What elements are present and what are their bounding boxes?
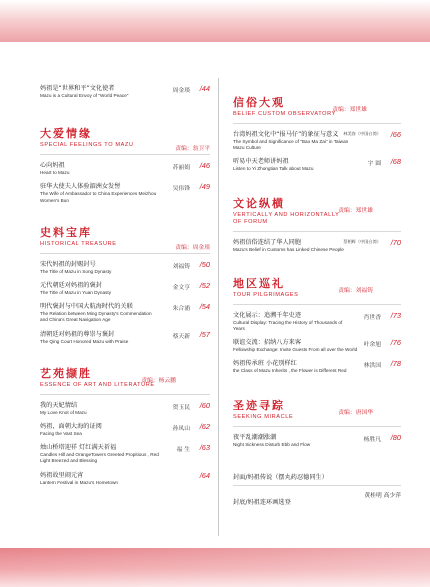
entry-author: 肖世香: [363, 314, 381, 321]
entry-title-en: The Symbol and Significance of "Bao Ma Zai" in Taiwan Mazu Culture: [233, 139, 349, 151]
section-rule: [233, 123, 401, 124]
entry-title-cn: 联谊交流：招纳八方来客: [233, 339, 302, 347]
entry-title-cn: 清朝廷对妈祖的尊崇与褒封: [40, 330, 115, 338]
entry-page-number: /54: [199, 302, 210, 312]
entry-title-cn: 烛山桥塔迎祥 灯红满天祈福: [40, 444, 117, 452]
section-special-feelings: [40, 127, 210, 204]
entry-author: 朱合浦: [172, 306, 190, 313]
entry-page-number: /64: [199, 470, 210, 480]
entry-author: 福 生: [176, 447, 190, 454]
entry-title-cn: 明代褒封与中国大航海时代的关联: [40, 303, 133, 311]
entry-page-number: /44: [199, 84, 210, 93]
entry-title-en: Cultural Display: Tracing the History of Thousands of Years: [233, 319, 343, 332]
entry-title-en: Listen to Yi Zhongtian Talk about Mazu: [233, 166, 314, 172]
entry-title-cn: 宋代妈祖的封赐封号: [40, 260, 96, 268]
entry-author: 金文亨: [172, 285, 190, 292]
toc-entry[interactable]: [233, 158, 401, 172]
entry-title-en: Facing the Vast Sea: [40, 431, 82, 437]
toc-entry[interactable]: [40, 85, 210, 99]
toc-entry[interactable]: [233, 434, 401, 448]
entry-title-cn: 妈祖信俗连结了华人同胞: [233, 238, 302, 246]
entry-title-en: Fellowship Exchange: Invite Guests From all over the World: [233, 347, 358, 353]
toc-entry[interactable]: [40, 162, 210, 176]
toc-entry[interactable]: [40, 423, 210, 437]
toc-entry[interactable]: [40, 472, 210, 486]
section-rule: [233, 304, 401, 305]
section-editor: 责编：杨云鹏: [141, 377, 176, 384]
entry-page-number: /78: [390, 359, 401, 369]
entry-page-number: /73: [390, 310, 401, 320]
entry-author: 孙凤山: [172, 426, 190, 433]
entry-author: 吴伟锋: [172, 186, 190, 193]
entry-title-cn: 心向妈祖: [40, 162, 65, 170]
entry-page-number: /57: [199, 329, 210, 339]
entry-author: 杨胜凡: [363, 436, 381, 443]
entry-page-number: /50: [199, 259, 210, 269]
entry-title-en: Night Sickness Disturb Ebb and Flow: [233, 441, 311, 447]
toc-entry[interactable]: [40, 402, 210, 416]
right-column: [233, 96, 401, 508]
section-title: 信俗大观: [233, 96, 285, 109]
toc-entry[interactable]: [233, 131, 401, 151]
section-belief-custom: [233, 96, 401, 173]
section-subtitle: ESSENCE OF ART AND LITERATURE: [40, 381, 155, 388]
section-subtitle: SEEKING MIRACLE: [233, 413, 294, 420]
entry-page-number: /62: [199, 422, 210, 432]
top-decorative-band: [0, 0, 430, 42]
entry-page-number: /49: [199, 182, 210, 192]
toc-entry[interactable]: [40, 261, 210, 275]
entry-author: 蔡天新: [172, 333, 190, 340]
entry-title-en: The Qing Court Honored Mazu with Praise: [40, 338, 129, 344]
entry-author: 林美容（中国台湾）: [343, 131, 381, 136]
entry-author: 周金琰: [172, 88, 190, 94]
section-title: 文论纵横: [233, 196, 285, 210]
section-rule: [233, 426, 401, 427]
entry-title-en: The Title of Mazu in Yuan Dynasty: [40, 290, 112, 296]
entry-title-cn: 妈祖传承班 小花别样红: [233, 360, 297, 368]
credit-rule: [233, 485, 401, 486]
entry-title-cn: 文化展示：追溯千年史迹: [233, 311, 302, 319]
entry-title-en: My Love Knot of Mazu: [40, 409, 87, 415]
section-title: 大爱情缘: [40, 127, 92, 141]
section-subtitle: TOUR PILGRIMAGES: [233, 291, 299, 298]
entry-page-number: /46: [199, 161, 210, 171]
section-rule: [40, 253, 210, 254]
toc-entry[interactable]: [40, 282, 210, 296]
entry-title-en: The Wife of Ambassador to China Experiences Meizhou Women's Bun: [40, 191, 157, 203]
entry-author: 刘福铸: [172, 263, 190, 270]
toc-entry[interactable]: [40, 444, 210, 464]
entry-author: 林洪国: [363, 363, 381, 370]
entry-title-cn: 妈祖，面朝大海的证阅: [40, 423, 102, 431]
entry-title-en: Mazu is a Cultural Envoy of "World Peace": [40, 93, 129, 98]
cover-credits: [233, 474, 401, 508]
entry-title-en: Mazu's Belief in Customs has Linked Chinese People: [233, 246, 344, 252]
entry-title-cn: 妈祖故里闹元宵: [40, 471, 84, 479]
section-rule: [40, 394, 210, 395]
column-divider: [218, 78, 219, 536]
entry-title-cn: 妈祖是“世界和平”文化使者: [40, 85, 115, 92]
entry-author: 贺玉民: [172, 404, 190, 411]
entry-page-number: /68: [390, 157, 401, 167]
bottom-decorative-band: [0, 548, 430, 587]
section-rule: [233, 231, 401, 232]
entry-title-cn: 听易中天老师讲妈祖: [233, 158, 289, 166]
toc-entry[interactable]: [233, 360, 401, 374]
entry-title-en: Heart to Mazu: [40, 170, 70, 176]
left-column: [40, 85, 210, 486]
section-editor: 责编：郑世雄: [338, 207, 373, 214]
entry-page-number: /80: [390, 432, 401, 442]
front-cover-credit: 封面/妈祖传说（摆丸药忍德同生）: [233, 473, 328, 481]
entry-page-number: /63: [199, 443, 210, 453]
toc-entry[interactable]: [40, 331, 210, 345]
section-editor: 责编：唐国华: [338, 409, 373, 416]
section-subtitle: SPECIAL FEELINGS TO MAZU: [40, 142, 134, 149]
section-tour-pilgrimages: [233, 277, 401, 375]
toc-entry[interactable]: [40, 183, 210, 203]
entry-title-en: the Class of Mazu Inherits , the Flower is Different Red: [233, 368, 347, 374]
toc-entry[interactable]: [233, 339, 401, 353]
section-editor: 责编：周金琰: [175, 244, 210, 251]
entry-title-en: Lantern Festival in Mazu's Hometown: [40, 479, 119, 485]
entry-title-cn: 我的天妃情结: [40, 401, 78, 409]
entry-title-cn: 元代朝廷对妈祖的褒封: [40, 282, 102, 290]
section-title: 地区巡礼: [233, 276, 285, 290]
section-title: 史料宝库: [40, 225, 92, 239]
section-title: 圣迹寻踪: [233, 398, 285, 412]
section-editor: 责编：刘福铸: [338, 287, 373, 294]
entry-author: 宇 圆: [367, 161, 381, 168]
section-rule: [40, 154, 210, 155]
toc-entry[interactable]: [233, 239, 401, 253]
entry-author: 叶余旭: [363, 342, 381, 349]
entry-author: 蔡相辉（中国台湾）: [343, 238, 381, 244]
section-art-literature: [40, 367, 210, 486]
section-subtitle: VERTICALLY AND HORIZONTALLY OF FORUM: [233, 211, 340, 225]
section-historical-treasure: [40, 226, 210, 345]
entry-page-number: /70: [390, 237, 401, 247]
entry-title-cn: 夜平乱潮潮涨潮: [233, 433, 277, 441]
section-editor: 责编：翁卫平: [175, 146, 210, 153]
toc-entry[interactable]: [40, 303, 210, 323]
entry-title-en: The Relation between Ming Dynasty's Commendation and China's Great Navigation Age: [40, 311, 152, 323]
section-seeking-miracle: [233, 399, 401, 448]
section-subtitle: HISTORICAL TREASURE: [40, 240, 117, 247]
entry-title-cn: 台湾妈祖文化中“报马仔”的象征与意义: [233, 131, 339, 138]
entry-title-en: The Title of Mazu in Song Dynasty: [40, 268, 112, 274]
section-title: 艺苑撷胜: [40, 366, 92, 380]
entry-page-number: /52: [199, 281, 210, 291]
entry-title-en: Candles Hill and OrangeTowers Greeted Propitious , Red Light Breezed and Blessing: [40, 452, 159, 464]
toc-entry[interactable]: [233, 312, 401, 332]
entry-title-cn: 驻华大使夫人体验湄洲女发髻: [40, 183, 121, 191]
section-forum: [233, 197, 401, 253]
entry-author: 苏丽娟: [172, 165, 190, 172]
back-cover-credit: 封底/妈祖连环画选登: [233, 498, 291, 506]
entry-page-number: /76: [390, 338, 401, 348]
entry-page-number: /60: [199, 400, 210, 410]
cover-credit-authors: 黄桂明 高少萍: [364, 492, 401, 499]
entry-page-number: /66: [390, 130, 401, 139]
section-subtitle: BELIEF CUSTOM OBSERVATORY: [233, 111, 336, 117]
section-editor: 责编：郑世雄: [332, 107, 367, 113]
